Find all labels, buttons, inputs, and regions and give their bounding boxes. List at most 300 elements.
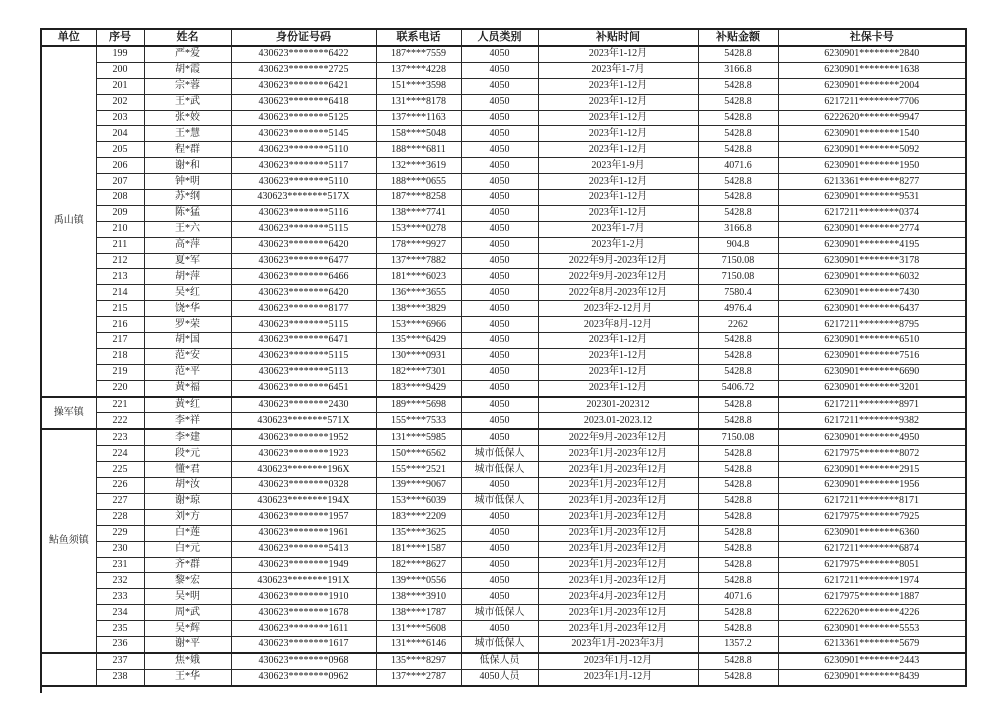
cell-phone: 131****5608 [376,621,461,637]
table-row [41,333,966,349]
page-break-border [40,678,42,693]
cell-phone: 137****1163 [376,110,461,126]
cell-id-number: 430623********6471 [231,333,376,349]
table-row [41,478,966,494]
column-header: 身份证号码 [231,29,376,46]
cell-id-number: 430623********1611 [231,621,376,637]
table-row [41,158,966,174]
cell-card-number: 6230901********6690 [778,364,966,380]
cell-category: 4050 [461,46,538,62]
cell-id-number: 430623********1923 [231,446,376,462]
cell-category: 4050 [461,221,538,237]
cell-amount: 5428.8 [698,46,778,62]
cell-id-number: 430623********5113 [231,364,376,380]
cell-serial: 220 [96,380,144,396]
cell-category: 4050 [461,174,538,190]
cell-name: 程*群 [144,142,231,158]
table-row [41,110,966,126]
cell-card-number: 6230901********8439 [778,669,966,685]
table-row [41,78,966,94]
cell-name: 吴*明 [144,589,231,605]
cell-card-number: 6230901********2774 [778,221,966,237]
cell-id-number: 430623********8177 [231,301,376,317]
cell-period: 2023年1-12月 [538,190,698,206]
cell-card-number: 6217975********7925 [778,509,966,525]
cell-id-number: 430623********0962 [231,669,376,685]
cell-id-number: 430623********6421 [231,78,376,94]
cell-phone: 182****8627 [376,557,461,573]
cell-category: 4050 [461,621,538,637]
subsidy-table [40,28,967,687]
cell-amount: 5428.8 [698,333,778,349]
cell-serial: 238 [96,669,144,685]
cell-card-number: 6217211********6874 [778,541,966,557]
cell-id-number: 430623********1678 [231,605,376,621]
cell-card-number: 6230901********5553 [778,621,966,637]
cell-phone: 188****0655 [376,174,461,190]
table-row [41,205,966,221]
cell-amount: 4071.6 [698,158,778,174]
cell-amount: 5428.8 [698,142,778,158]
cell-category: 4050 [461,62,538,78]
cell-name: 谢*琼 [144,493,231,509]
cell-card-number: 6230901********7516 [778,348,966,364]
cell-serial: 214 [96,285,144,301]
cell-serial: 213 [96,269,144,285]
cell-card-number: 6230901********4195 [778,237,966,253]
cell-category: 4050 [461,237,538,253]
cell-amount: 5428.8 [698,94,778,110]
cell-amount: 5428.8 [698,348,778,364]
column-header: 补贴金额 [698,29,778,46]
cell-serial: 206 [96,158,144,174]
cell-phone: 135****3625 [376,525,461,541]
table-row [41,269,966,285]
cell-serial: 211 [96,237,144,253]
cell-serial: 208 [96,190,144,206]
cell-serial: 229 [96,525,144,541]
cell-id-number: 430623********517X [231,190,376,206]
cell-name: 周*武 [144,605,231,621]
table-row [41,605,966,621]
table-row [41,573,966,589]
cell-id-number: 430623********6420 [231,285,376,301]
cell-period: 2023年1月-2023年12月 [538,478,698,494]
cell-amount: 1357.2 [698,636,778,652]
table-row [41,669,966,685]
table-row [41,636,966,652]
table-row [41,413,966,429]
cell-period: 2023年1-12月 [538,126,698,142]
cell-period: 2023年1-9月 [538,158,698,174]
cell-phone: 135****8297 [376,653,461,669]
table-row [41,190,966,206]
cell-amount: 5428.8 [698,573,778,589]
cell-phone: 183****2209 [376,509,461,525]
cell-phone: 138****3829 [376,301,461,317]
cell-phone: 181****1587 [376,541,461,557]
cell-serial: 237 [96,653,144,669]
cell-card-number: 6230901********2443 [778,653,966,669]
cell-serial: 207 [96,174,144,190]
cell-amount: 5428.8 [698,190,778,206]
cell-serial: 235 [96,621,144,637]
cell-amount: 5428.8 [698,126,778,142]
table-row [41,493,966,509]
cell-phone: 138****3910 [376,589,461,605]
cell-amount: 5428.8 [698,205,778,221]
cell-category: 城市低保人 [461,636,538,652]
cell-card-number: 6230901********1950 [778,158,966,174]
cell-period: 2023年1-12月 [538,78,698,94]
cell-serial: 202 [96,94,144,110]
cell-period: 2022年8月-2023年12月 [538,285,698,301]
cell-serial: 230 [96,541,144,557]
table-row [41,62,966,78]
cell-card-number: 6230901********5092 [778,142,966,158]
cell-card-number: 6222620********9947 [778,110,966,126]
cell-card-number: 6230901********1956 [778,478,966,494]
cell-id-number: 430623********1617 [231,636,376,652]
cell-serial: 217 [96,333,144,349]
cell-period: 2022年9月-2023年12月 [538,429,698,445]
cell-id-number: 430623********5145 [231,126,376,142]
cell-name: 谢*平 [144,636,231,652]
cell-amount: 5428.8 [698,397,778,413]
cell-id-number: 430623********1961 [231,525,376,541]
cell-id-number: 430623********5125 [231,110,376,126]
cell-unit [41,653,96,686]
cell-name: 胡*萍 [144,269,231,285]
table-row [41,380,966,396]
cell-id-number: 430623********6420 [231,237,376,253]
cell-id-number: 430623********5110 [231,174,376,190]
cell-id-number: 430623********5413 [231,541,376,557]
cell-period: 2023年1月-2023年3月 [538,636,698,652]
cell-category: 4050 [461,110,538,126]
cell-amount: 5428.8 [698,462,778,478]
cell-amount: 7150.08 [698,253,778,269]
cell-phone: 151****3598 [376,78,461,94]
cell-period: 2023年1-12月 [538,174,698,190]
cell-name: 高*萍 [144,237,231,253]
cell-amount: 4976.4 [698,301,778,317]
cell-category: 4050 [461,478,538,494]
table-body [41,46,966,686]
cell-category: 4050 [461,333,538,349]
cell-category: 4050 [461,573,538,589]
cell-period: 2023年1-12月 [538,110,698,126]
cell-id-number: 430623********5115 [231,317,376,333]
cell-period: 2023年1月-2023年12月 [538,541,698,557]
cell-phone: 181****6023 [376,269,461,285]
cell-period: 2023年1-12月 [538,46,698,62]
cell-serial: 222 [96,413,144,429]
cell-id-number: 430623********1957 [231,509,376,525]
cell-category: 4050 [461,190,538,206]
cell-id-number: 430623********5116 [231,205,376,221]
cell-name: 李*祥 [144,413,231,429]
table-row [41,446,966,462]
cell-period: 2023年1-12月 [538,94,698,110]
cell-serial: 225 [96,462,144,478]
cell-period: 2023年1-12月 [538,142,698,158]
cell-card-number: 6230901********1638 [778,62,966,78]
cell-phone: 189****5698 [376,397,461,413]
cell-serial: 228 [96,509,144,525]
cell-id-number: 430623********1952 [231,429,376,445]
cell-id-number: 430623********1910 [231,589,376,605]
cell-period: 2023年1月-2023年12月 [538,493,698,509]
cell-name: 陈*猛 [144,205,231,221]
cell-phone: 150****6562 [376,446,461,462]
cell-category: 低保人员 [461,653,538,669]
cell-serial: 205 [96,142,144,158]
cell-id-number: 430623********1949 [231,557,376,573]
cell-phone: 131****8178 [376,94,461,110]
table-row [41,462,966,478]
cell-category: 4050 [461,205,538,221]
cell-category: 4050 [461,126,538,142]
cell-amount: 904.8 [698,237,778,253]
cell-card-number: 6217211********0374 [778,205,966,221]
cell-name: 段*元 [144,446,231,462]
cell-name: 严*爱 [144,46,231,62]
cell-id-number: 430623********194X [231,493,376,509]
cell-serial: 201 [96,78,144,94]
cell-category: 4050 [461,364,538,380]
cell-name: 白*元 [144,541,231,557]
cell-period: 202301-202312 [538,397,698,413]
cell-serial: 219 [96,364,144,380]
cell-period: 2023.01-2023.12 [538,413,698,429]
cell-card-number: 6230901********3178 [778,253,966,269]
cell-phone: 153****6039 [376,493,461,509]
cell-category: 城市低保人 [461,446,538,462]
cell-name: 吴*辉 [144,621,231,637]
column-header: 人员类别 [461,29,538,46]
table-row [41,621,966,637]
cell-amount: 5428.8 [698,364,778,380]
table-row [41,317,966,333]
column-header: 序号 [96,29,144,46]
cell-amount: 3166.8 [698,221,778,237]
cell-period: 2022年9月-2023年12月 [538,253,698,269]
cell-name: 胡*霞 [144,62,231,78]
cell-amount: 7150.08 [698,429,778,445]
column-header: 姓名 [144,29,231,46]
cell-name: 王*武 [144,94,231,110]
cell-period: 2023年1-2月 [538,237,698,253]
cell-amount: 5428.8 [698,446,778,462]
cell-period: 2023年1月-12月 [538,653,698,669]
cell-amount: 5428.8 [698,621,778,637]
cell-card-number: 6230901********2915 [778,462,966,478]
cell-serial: 234 [96,605,144,621]
cell-amount: 3166.8 [698,62,778,78]
cell-amount: 5428.8 [698,174,778,190]
cell-category: 4050 [461,301,538,317]
cell-card-number: 6230901********4950 [778,429,966,445]
cell-card-number: 6217211********9382 [778,413,966,429]
cell-id-number: 430623********6418 [231,94,376,110]
cell-period: 2023年1-12月 [538,348,698,364]
table-row [41,221,966,237]
cell-card-number: 6230901********1540 [778,126,966,142]
cell-id-number: 430623********571X [231,413,376,429]
cell-serial: 210 [96,221,144,237]
cell-category: 4050 [461,557,538,573]
cell-amount: 5406.72 [698,380,778,396]
cell-name: 焦*娥 [144,653,231,669]
cell-serial: 231 [96,557,144,573]
cell-phone: 130****0931 [376,348,461,364]
cell-period: 2023年1-7月 [538,62,698,78]
cell-amount: 5428.8 [698,509,778,525]
cell-name: 苏*纲 [144,190,231,206]
cell-serial: 218 [96,348,144,364]
cell-card-number: 6217211********1974 [778,573,966,589]
cell-phone: 183****9429 [376,380,461,396]
table-row [41,364,966,380]
table-row [41,142,966,158]
cell-name: 范*平 [144,364,231,380]
cell-phone: 131****6146 [376,636,461,652]
cell-serial: 236 [96,636,144,652]
cell-serial: 200 [96,62,144,78]
cell-name: 李*建 [144,429,231,445]
cell-phone: 132****3619 [376,158,461,174]
cell-serial: 204 [96,126,144,142]
cell-period: 2023年1月-2023年12月 [538,509,698,525]
cell-phone: 135****6429 [376,333,461,349]
cell-category: 4050 [461,142,538,158]
cell-amount: 2262 [698,317,778,333]
cell-id-number: 430623********0328 [231,478,376,494]
cell-id-number: 430623********5115 [231,221,376,237]
table-row [41,301,966,317]
cell-phone: 139****9067 [376,478,461,494]
cell-phone: 178****9927 [376,237,461,253]
cell-period: 2023年1月-2023年12月 [538,462,698,478]
cell-unit: 禹山镇 [41,46,96,397]
cell-phone: 139****0556 [376,573,461,589]
cell-category: 4050 [461,541,538,557]
cell-phone: 155****7533 [376,413,461,429]
cell-category: 4050 [461,348,538,364]
cell-phone: 187****8258 [376,190,461,206]
cell-period: 2023年1月-2023年12月 [538,573,698,589]
cell-phone: 153****6966 [376,317,461,333]
cell-amount: 5428.8 [698,541,778,557]
cell-period: 2023年4月-2023年12月 [538,589,698,605]
cell-amount: 5428.8 [698,493,778,509]
cell-category: 4050 [461,429,538,445]
cell-id-number: 430623********2430 [231,397,376,413]
cell-name: 宗*蓉 [144,78,231,94]
cell-id-number: 430623********2725 [231,62,376,78]
cell-card-number: 6213361********5679 [778,636,966,652]
cell-unit: 鲇鱼须镇 [41,429,96,652]
cell-period: 2023年1月-12月 [538,669,698,685]
cell-phone: 155****2521 [376,462,461,478]
cell-category: 4050 [461,317,538,333]
cell-period: 2023年1月-2023年12月 [538,557,698,573]
cell-category: 4050 [461,78,538,94]
cell-name: 黄*福 [144,380,231,396]
cell-card-number: 6230901********2004 [778,78,966,94]
cell-amount: 5428.8 [698,525,778,541]
cell-serial: 221 [96,397,144,413]
cell-phone: 187****7559 [376,46,461,62]
cell-card-number: 6230901********3201 [778,380,966,396]
cell-id-number: 430623********6477 [231,253,376,269]
cell-name: 夏*军 [144,253,231,269]
table-row [41,557,966,573]
cell-name: 谢*和 [144,158,231,174]
cell-id-number: 430623********5115 [231,348,376,364]
cell-id-number: 430623********5117 [231,158,376,174]
cell-card-number: 6230901********9531 [778,190,966,206]
cell-id-number: 430623********191X [231,573,376,589]
cell-period: 2023年1月-2023年12月 [538,525,698,541]
cell-phone: 138****7741 [376,205,461,221]
cell-name: 胡*汝 [144,478,231,494]
cell-category: 4050 [461,509,538,525]
cell-card-number: 6230901********6510 [778,333,966,349]
cell-name: 黄*红 [144,397,231,413]
cell-period: 2023年2-12月月 [538,301,698,317]
cell-period: 2023年1-12月 [538,205,698,221]
cell-amount: 5428.8 [698,653,778,669]
table-row [41,237,966,253]
cell-category: 城市低保人 [461,605,538,621]
cell-period: 2023年1-12月 [538,333,698,349]
cell-category: 4050 [461,589,538,605]
column-header: 补贴时间 [538,29,698,46]
table-row [41,126,966,142]
cell-card-number: 6217975********8072 [778,446,966,462]
cell-period: 2023年1月-2023年12月 [538,446,698,462]
cell-name: 王*六 [144,221,231,237]
cell-card-number: 6217211********7706 [778,94,966,110]
header-row [41,29,966,46]
cell-card-number: 6230901********7430 [778,285,966,301]
table-row [41,174,966,190]
cell-name: 吴*红 [144,285,231,301]
cell-category: 4050 [461,413,538,429]
cell-card-number: 6217975********1887 [778,589,966,605]
cell-period: 2023年1月-2023年12月 [538,605,698,621]
cell-card-number: 6217211********8795 [778,317,966,333]
cell-id-number: 430623********6422 [231,46,376,62]
cell-amount: 7150.08 [698,269,778,285]
table-row [41,253,966,269]
cell-serial: 233 [96,589,144,605]
table-row [41,397,966,413]
cell-category: 4050 [461,269,538,285]
cell-name: 范*安 [144,348,231,364]
cell-serial: 203 [96,110,144,126]
cell-name: 刘*方 [144,509,231,525]
cell-category: 城市低保人 [461,493,538,509]
cell-card-number: 6217211********8971 [778,397,966,413]
cell-name: 黎*宏 [144,573,231,589]
cell-amount: 5428.8 [698,557,778,573]
cell-category: 4050 [461,158,538,174]
cell-category: 4050 [461,285,538,301]
cell-category: 4050 [461,380,538,396]
